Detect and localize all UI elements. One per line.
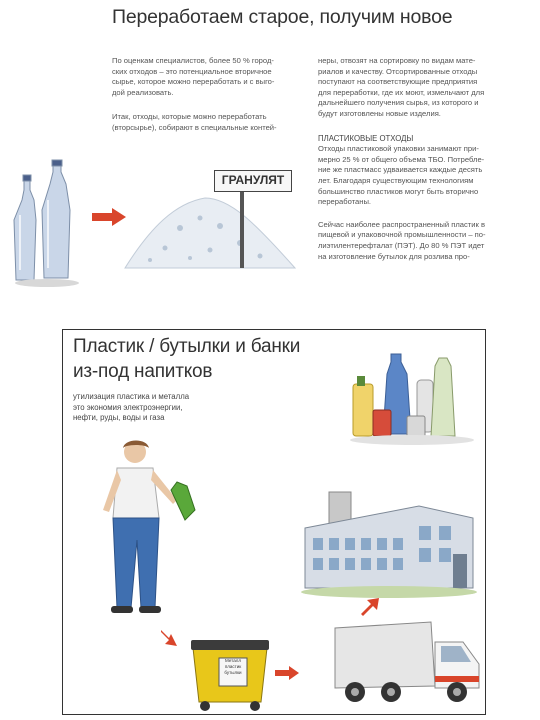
intro-paragraph	[112, 56, 307, 98]
text-line: мерно 25 % от общего объема ТБО. Потребле-	[318, 154, 485, 164]
garbage-truck-icon	[331, 616, 481, 706]
text-line: пищевой и упаковочной промышленности – по-	[318, 230, 486, 240]
text-line: ние же пластмасс удваивается каждые десять	[318, 165, 483, 175]
bin-label-line: бутылки	[224, 670, 242, 675]
text-line: сырье, которое можно переработать и с выго-	[112, 77, 275, 87]
person-holding-bottle-icon	[97, 440, 207, 620]
section-heading: ПЛАСТИКОВЫЕ ОТХОДЫ	[318, 133, 414, 143]
sorting-paragraph	[318, 56, 523, 120]
arrow-right-small-icon	[275, 666, 299, 680]
bin-label-line: пластик	[224, 664, 242, 669]
text-line: По оценкам специалистов, более 50 % город-	[112, 56, 274, 65]
granulate-sign: ГРАНУЛЯТ	[214, 170, 292, 192]
text-line: неры, отвозят на сортировку по видам мате-	[318, 56, 476, 65]
plastic-paragraph	[318, 144, 523, 208]
factory-building-icon	[299, 478, 479, 598]
caption-line: нефти, руды, воды и газа	[73, 413, 165, 422]
pet-paragraph	[318, 220, 523, 262]
text-line: ских отходов – это потенциальное вторичное	[112, 66, 272, 76]
text-line: для переработки, где их моют, измельчают для	[318, 87, 485, 97]
top-left-column	[112, 56, 307, 134]
arrow-down-right-icon	[159, 628, 179, 648]
caption-line: утилизация пластика и металла	[73, 392, 190, 401]
collection-paragraph	[112, 112, 307, 133]
panel-title-line: из-под напитков	[73, 361, 213, 382]
top-right-column	[318, 56, 523, 262]
caption-line: это экономия электроэнергии,	[73, 402, 183, 412]
text-line: большинство пластиков могут быть вторично	[318, 186, 479, 196]
text-line: лет. Благодаря существующим технологиям	[318, 175, 474, 185]
arrow-up-right-icon	[359, 596, 381, 618]
bottles-icon	[12, 160, 82, 290]
panel-caption	[73, 392, 223, 424]
recycling-panel	[62, 329, 486, 715]
text-line: лиэтилентерефталат (ПЭТ). До 80 % ПЭТ идет	[318, 240, 485, 250]
text-line: на изготовление бутылок для розлива про-	[318, 251, 470, 261]
bin-label	[219, 658, 247, 676]
text-line: Сейчас наиболее распространенный пластик в	[318, 219, 485, 229]
recyclables-group-icon	[347, 344, 477, 454]
text-line: будут изготовлены новые изделия.	[318, 108, 441, 118]
text-line: Отходы пластиковой упаковки занимают при-	[318, 144, 479, 154]
text-line: риалов и качеству. Отсортированные отходы	[318, 66, 478, 76]
text-line: Итак, отходы, которые можно переработать	[112, 112, 267, 122]
text-line: дальнейшего получения сырья, из которого и	[318, 98, 479, 108]
panel-title	[73, 334, 300, 384]
panel-title-line: Пластик / бутылки и банки	[73, 336, 301, 357]
text-line: переработаны.	[318, 197, 372, 207]
text-line: дой реализовать.	[112, 87, 174, 97]
text-line: поступают на соответствующие предприятия	[318, 77, 478, 87]
bin-label-line: Металл	[225, 658, 241, 663]
text-line: (вторсырье), собирают в специальные контей-	[112, 122, 277, 132]
page-title: Переработаем старое, получим новое	[112, 6, 453, 28]
